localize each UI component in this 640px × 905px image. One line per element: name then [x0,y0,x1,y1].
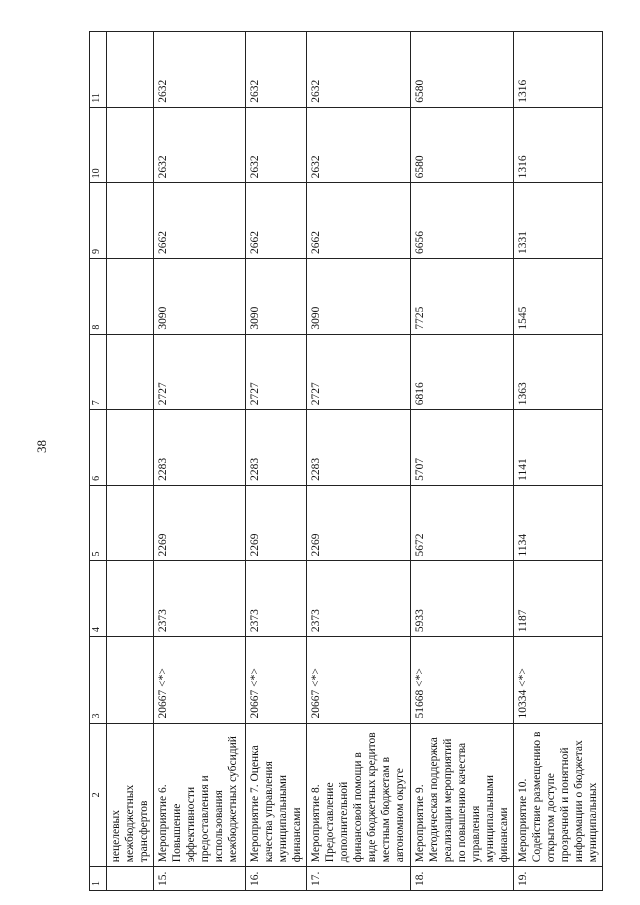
column-header: 2 [90,723,107,867]
cell-value: 2632 [307,32,411,108]
cell-value: 2632 [246,107,307,183]
column-header: 8 [90,258,107,334]
cell-value: 6580 [411,32,514,108]
cell-value: 2373 [246,561,307,637]
cell-value: 2662 [246,183,307,259]
row-name: Мероприятие 7. Оценка качества управления муниципальными финансами [246,723,307,867]
row-number: 16. [246,867,307,891]
cell-value: 2373 [307,561,411,637]
cell-value [107,561,154,637]
cell-value: 6816 [411,334,514,410]
cell-value: 1363 [514,334,603,410]
column-header: 10 [90,107,107,183]
cell-value: 2283 [307,410,411,486]
cell-value: 2662 [154,183,246,259]
cell-value: 2269 [307,485,411,561]
page-number: 38 [34,440,49,453]
cell-value [107,485,154,561]
cell-value: 2727 [246,334,307,410]
cell-value [107,410,154,486]
cell-value [107,107,154,183]
cell-value [107,183,154,259]
cell-value [107,637,154,723]
cell-value: 2632 [246,32,307,108]
table-row [154,32,246,891]
cell-value: 2632 [154,107,246,183]
cell-value: 3090 [246,258,307,334]
column-header: 11 [90,32,107,108]
budget-table [89,31,603,891]
cell-value: 2269 [154,485,246,561]
cell-value: 1545 [514,258,603,334]
cell-value [107,334,154,410]
cell-value: 5707 [411,410,514,486]
column-header: 3 [90,637,107,723]
cell-value: 20667 <*> [246,637,307,723]
cell-value: 1316 [514,32,603,108]
cell-value: 2727 [307,334,411,410]
row-number: 17. [307,867,411,891]
cell-value: 6580 [411,107,514,183]
table-row [307,32,411,891]
cell-value: 2632 [154,32,246,108]
row-number: 19. [514,867,603,891]
row-number: 15. [154,867,246,891]
cell-value: 5933 [411,561,514,637]
cell-value: 2632 [307,107,411,183]
table-row [107,32,154,891]
cell-value: 1134 [514,485,603,561]
column-header: 4 [90,561,107,637]
cell-value: 2283 [246,410,307,486]
cell-value: 20667 <*> [154,637,246,723]
cell-value: 2373 [154,561,246,637]
row-number: 18. [411,867,514,891]
cell-value: 1316 [514,107,603,183]
column-header: 6 [90,410,107,486]
cell-value: 6656 [411,183,514,259]
cell-value: 2662 [307,183,411,259]
row-number [107,867,154,891]
cell-value: 20667 <*> [307,637,411,723]
table-row [514,32,603,891]
row-name: Мероприятие 9. Методическая поддержка реализации мероприятий по повышению качества управления муниципальными финансами [411,723,514,867]
cell-value: 2269 [246,485,307,561]
column-header-row [90,32,107,891]
row-name: Мероприятие 10. Содействие размещению в открытом доступе прозрачной и понятной информации о бюджетах муниципальных [514,723,603,867]
budget-table-container [89,31,602,891]
cell-value: 7725 [411,258,514,334]
cell-value: 51668 <*> [411,637,514,723]
row-name: Мероприятие 8. Предоставление дополнительной финансовой помощи в виде бюджетных кредитов местным бюджетам в автономном округе [307,723,411,867]
cell-value [107,32,154,108]
cell-value: 1187 [514,561,603,637]
column-header: 5 [90,485,107,561]
cell-value: 2283 [154,410,246,486]
cell-value: 1141 [514,410,603,486]
cell-value: 3090 [154,258,246,334]
column-header: 1 [90,867,107,891]
column-header: 7 [90,334,107,410]
cell-value: 3090 [307,258,411,334]
cell-value [107,258,154,334]
column-header: 9 [90,183,107,259]
cell-value: 1331 [514,183,603,259]
cell-value: 10334 <*> [514,637,603,723]
cell-value: 2727 [154,334,246,410]
cell-value: 5672 [411,485,514,561]
row-name: нецелевых межбюджетных трансфертов [107,723,154,867]
table-row [411,32,514,891]
table-row [246,32,307,891]
row-name: Мероприятие 6. Повышение эффективности предоставления и использования межбюджетных субсидий [154,723,246,867]
